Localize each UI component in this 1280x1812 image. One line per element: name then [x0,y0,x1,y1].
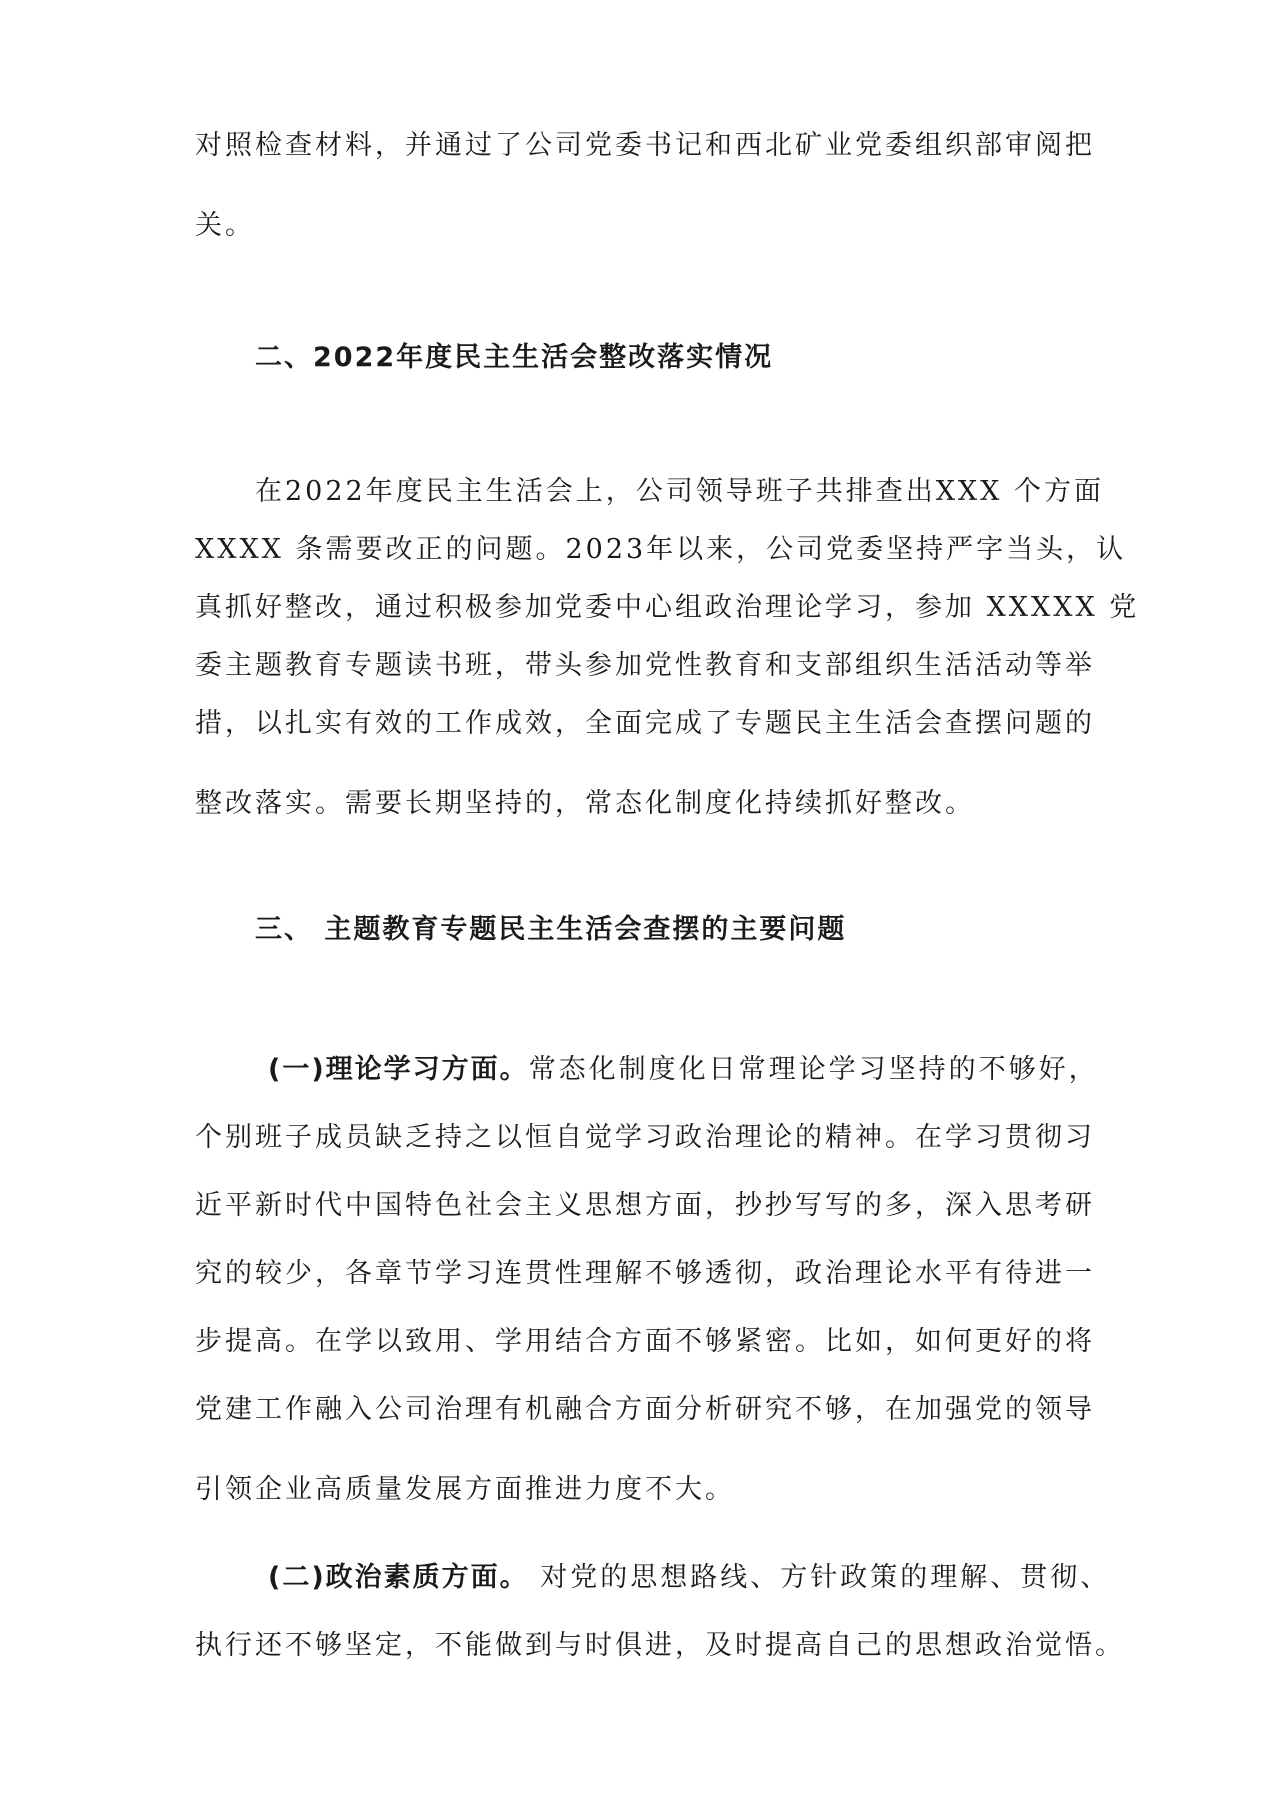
intro-line-2: 关。 [195,210,255,241]
item-2-title: (二)政治素质方面。 [268,1562,529,1593]
item-1-line-7: 引领企业高质量发展方面推进力度不大。 [195,1474,735,1505]
item-2-first-line [268,1560,1168,1596]
section-2-line-2: XXXX 条需要改正的问题。2023年以来，公司党委坚持严字当头，认 [195,534,1127,565]
section-2-line-6: 整改落实。需要长期坚持的，常态化制度化持续抓好整改。 [195,788,975,819]
section-2-line-3: 真抓好整改，通过积极参加党委中心组政治理论学习，参加 XXXXX 党 [195,592,1140,623]
item-1-line-5: 步提高。在学以致用、学用结合方面不够紧密。比如，如何更好的将 [195,1326,1095,1357]
section-2-heading: 二、2022年度民主生活会整改落实情况 [255,342,774,373]
item-1-line-6: 党建工作融入公司治理有机融合方面分析研究不够，在加强党的领导 [195,1394,1095,1425]
item-2-line-2: 执行还不够坚定，不能做到与时俱进，及时提高自己的思想政治觉悟。 [195,1630,1125,1661]
item-1-first-line-text: 常态化制度化日常理论学习坚持的不够好， [528,1054,1099,1085]
item-1-line-3: 近平新时代中国特色社会主义思想方面，抄抄写写的多，深入思考研 [195,1190,1095,1221]
item-1-title: (一)理论学习方面。 [268,1054,529,1085]
section-3-heading: 三、 主题教育专题民主生活会查摆的主要问题 [255,914,847,945]
section-2-line-1: 在2022年度民主生活会上，公司领导班子共排查出XXX 个方面 [255,476,1104,507]
item-1-line-4: 究的较少，各章节学习连贯性理解不够透彻，政治理论水平有待进一 [195,1258,1095,1289]
section-2-line-4: 委主题教育专题读书班，带头参加党性教育和支部组织生活活动等举 [195,650,1095,681]
item-2-first-line-text: 对党的思想路线、方针政策的理解、贯彻、 [528,1562,1111,1593]
intro-line-1: 对照检查材料，并通过了公司党委书记和西北矿业党委组织部审阅把 [195,130,1095,161]
item-1-line-2: 个别班子成员缺乏持之以恒自觉学习政治理论的精神。在学习贯彻习 [195,1122,1095,1153]
item-1-first-line [268,1052,1168,1088]
section-2-line-5: 措，以扎实有效的工作成效，全面完成了专题民主生活会查摆问题的 [195,708,1095,739]
